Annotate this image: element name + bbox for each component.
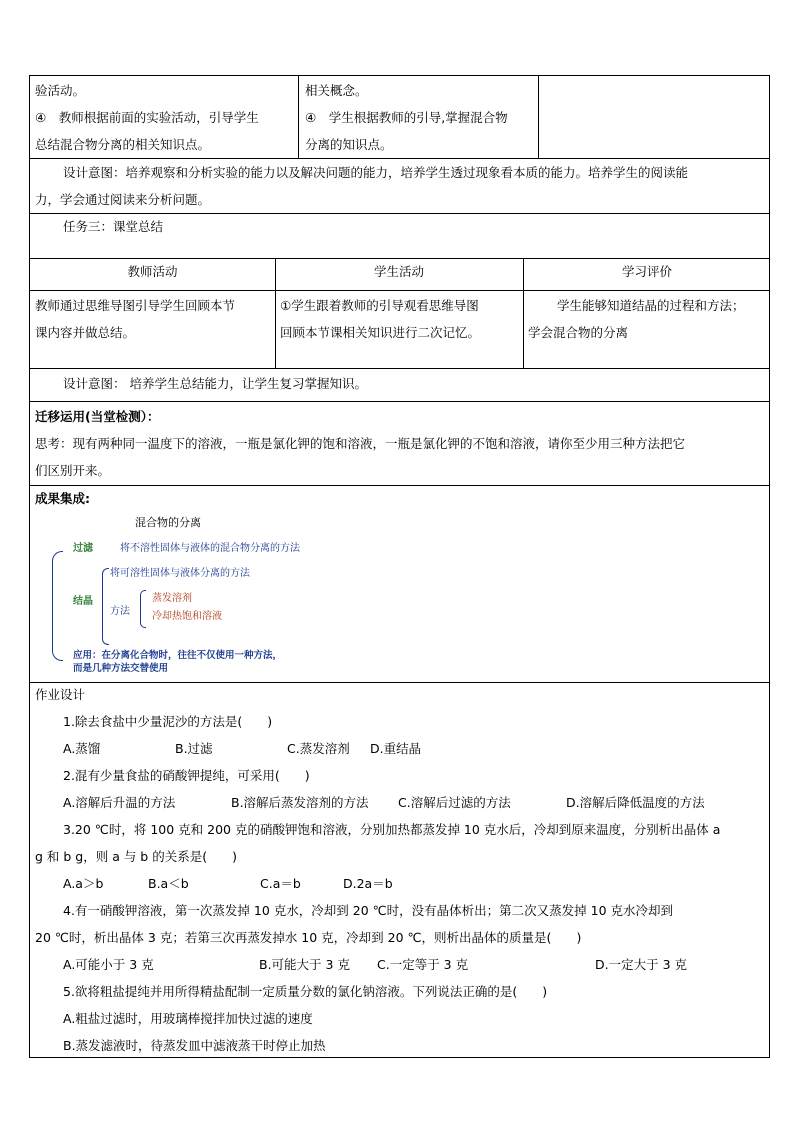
student-activity-cell: ①学生跟着教师的引导观看思维导图 xyxy=(280,298,479,313)
row-divider xyxy=(30,368,769,369)
method-label: 方法 xyxy=(110,606,130,617)
question: 2.混有少量食盐的硝酸钾提纯，可采用( ) xyxy=(63,768,310,783)
option: B.溶解后蒸发溶剂的方法 xyxy=(231,795,369,810)
option: D.2a＝b xyxy=(343,876,393,891)
brace-method xyxy=(140,590,146,628)
mindmap-root: 混合物的分离 xyxy=(135,516,201,529)
brace-crystallize xyxy=(102,568,109,645)
design-intent-text: 设计意图：培养观察和分析实验的能力以及解决问题的能力，培养学生透过现象看本质的能力。培养学生的阅读能 xyxy=(63,165,689,180)
application-text: 而是几种方法交替使用 xyxy=(73,663,169,674)
evaluation-cell: 学生能够知道结晶的过程和方法； xyxy=(557,298,745,313)
row-divider xyxy=(30,213,769,214)
option: A.a＞b xyxy=(63,876,104,891)
row-divider xyxy=(30,158,769,159)
option: B.a＜b xyxy=(148,876,189,891)
option: C.a＝b xyxy=(260,876,301,891)
row-divider xyxy=(30,290,769,291)
brace-main xyxy=(52,551,63,661)
filter-label: 过滤 xyxy=(73,543,93,554)
transfer-question: 思考：现有两种同一温度下的溶液，一瓶是氯化钾的饱和溶液，一瓶是氯化钾的不饱和溶液，请你至少用三种方法把它 xyxy=(35,436,686,451)
student-activity-cell: 回顾本节课相关知识进行二次记忆。 xyxy=(280,325,481,340)
option: D.重结晶 xyxy=(370,741,422,756)
summary-title: 成果集成: xyxy=(35,491,90,506)
option: B.过滤 xyxy=(175,741,213,756)
application-text: 应用：在分离化合物时，往往不仅使用一种方法， xyxy=(73,650,283,661)
option: A.粗盐过滤时，用玻璃棒搅拌加快过滤的速度 xyxy=(63,1011,313,1026)
col-divider xyxy=(538,76,539,158)
question: 5.欲将粗盐提纯并用所得精盐配制一定质量分数的氯化钠溶液。下列说法正确的是( ) xyxy=(63,984,548,999)
student-activity-text: 分离的知识点。 xyxy=(305,137,393,152)
option: D.溶解后降低温度的方法 xyxy=(566,795,705,810)
homework-title: 作业设计 xyxy=(35,687,86,702)
design-intent-text: 力，学会通过阅读来分析问题。 xyxy=(35,192,211,207)
col-divider xyxy=(298,76,299,158)
design-intent-text: 设计意图： 培养学生总结能力，让学生复习掌握知识。 xyxy=(63,376,367,391)
teacher-activity-cell: 教师通过思维导图引导学生回顾本节 xyxy=(35,298,236,313)
option: C.蒸发溶剂 xyxy=(287,741,350,756)
option: A.可能小于 3 克 xyxy=(63,957,154,972)
teacher-activity-text: ④ 教师根据前面的实验活动，引导学生 xyxy=(35,110,259,125)
question: 1.除去食盐中少量泥沙的方法是( ) xyxy=(63,714,273,729)
teacher-activity-text: 总结混合物分离的相关知识点。 xyxy=(35,137,211,152)
transfer-question: 们区别开来。 xyxy=(35,463,111,478)
question: 20 ℃时，析出晶体 3 克；若第三次再蒸发掉水 10 克，冷却到 20 ℃，则析出晶体的质量是( ) xyxy=(35,930,582,945)
option: A.蒸馏 xyxy=(63,741,101,756)
filter-desc: 将不溶性固体与液体的混合物分离的方法 xyxy=(120,543,300,554)
header-teacher-activity: 教师活动 xyxy=(127,264,178,279)
crystallize-desc: 将可溶性固体与液体分离的方法 xyxy=(110,568,250,579)
crystallize-label: 结晶 xyxy=(73,596,93,607)
row-divider xyxy=(30,485,769,486)
task-title: 任务三：课堂总结 xyxy=(63,219,164,234)
row-divider xyxy=(30,682,769,683)
header-student-activity: 学生活动 xyxy=(373,264,424,279)
row-divider xyxy=(30,258,769,259)
question: g 和 b g，则 a 与 b 的关系是( ) xyxy=(35,849,237,864)
question: 4.有一硝酸钾溶液，第一次蒸发掉 10 克水，冷却到 20 ℃时，没有晶体析出；第二次又蒸发掉 10 克水冷却到 xyxy=(63,903,674,918)
question: 3.20 ℃时，将 100 克和 200 克的硝酸钾饱和溶液，分别加热都蒸发掉 10 克水后，冷却到原来温度，分别析出晶体 a xyxy=(63,822,721,837)
lesson-plan-table xyxy=(29,75,770,1058)
evaluation-cell: 学会混合物的分离 xyxy=(528,325,629,340)
header-learning-evaluation: 学习评价 xyxy=(621,264,672,279)
row-divider xyxy=(30,401,769,402)
teacher-activity-cell: 课内容并做总结。 xyxy=(35,325,136,340)
student-activity-text: 相关概念。 xyxy=(305,83,368,98)
option: A.溶解后升温的方法 xyxy=(63,795,176,810)
method-cooling: 冷却热饱和溶液 xyxy=(152,611,222,622)
transfer-title: 迁移运用(当堂检测）： xyxy=(35,409,160,424)
student-activity-text: ④ 学生根据教师的引导,掌握混合物 xyxy=(305,110,508,125)
option: C.溶解后过滤的方法 xyxy=(398,795,511,810)
teacher-activity-text: 验活动。 xyxy=(35,83,86,98)
option: B.可能大于 3 克 xyxy=(259,957,350,972)
option: B.蒸发滤液时，待蒸发皿中滤液蒸干时停止加热 xyxy=(63,1038,326,1053)
method-evaporate: 蒸发溶剂 xyxy=(152,593,192,604)
option: C.一定等于 3 克 xyxy=(377,957,469,972)
option: D.一定大于 3 克 xyxy=(595,957,687,972)
